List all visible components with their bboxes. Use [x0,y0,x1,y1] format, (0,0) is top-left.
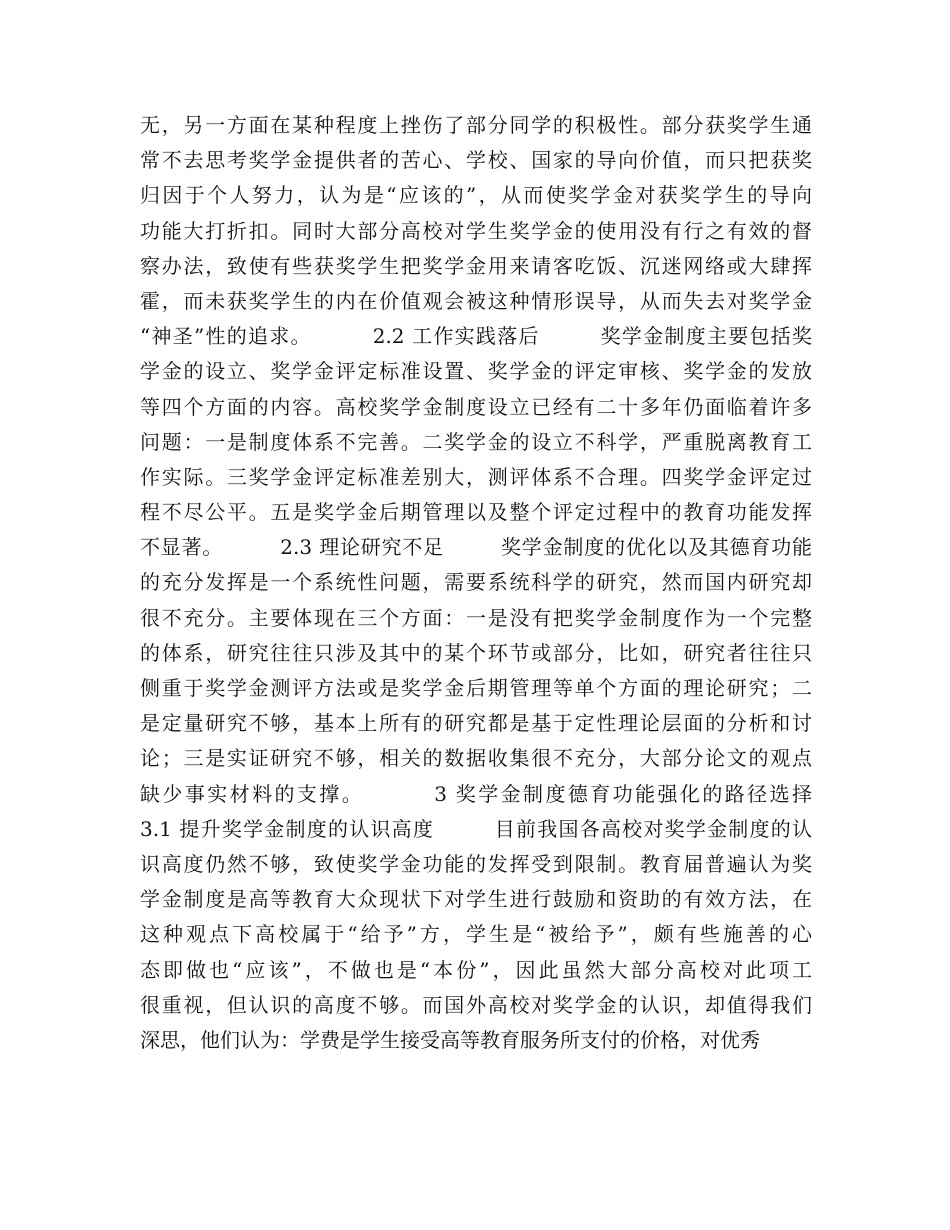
text-line: 无，另一方面在某种程度上挫伤了部分同学的积极性。部分获奖学生通 [140,113,812,137]
text-line: 论；三是实证研究不够，相关的数据收集很不充分，大部分论文的观点 [140,746,812,771]
text-line: 态即做也“应该”，不做也是“本份”，因此虽然大部分高校对此项工 [140,957,812,982]
text-line: 的充分发挥是一个系统性问题，需要系统科学的研究，然而国内研究却 [140,570,812,595]
text-line: 3.1 提升奖学金制度的认识高度 目前我国各高校对奖学金制度的认 [140,816,812,841]
text-line: 等四个方面的内容。高校奖学金制度设立已经有二十多年仍面临着许多 [140,394,812,419]
text-line: 深思，他们认为：学费是学生接受高等教育服务所支付的价格，对优秀 [140,1027,760,1052]
text-line: 侧重于奖学金测评方法或是奖学金后期管理等单个方面的理论研究；二 [140,676,812,700]
text-line: 不显著。 2.3 理论研究不足 奖学金制度的优化以及其德育功能 [140,535,812,560]
text-line: 作实际。三奖学金评定标准差别大，测评体系不合理。四奖学金评定过 [140,464,812,489]
text-line: 的体系，研究往往只涉及其中的某个环节或部分，比如，研究者往往只 [140,640,812,665]
text-line: 识高度仍然不够，致使奖学金功能的发挥受到限制。教育届普遍认为奖 [140,851,812,876]
text-line: “神圣”性的追求。 2.2 工作实践落后 奖学金制度主要包括奖 [140,324,812,349]
text-line: 常不去思考奖学金提供者的苦心、学校、国家的导向价值，而只把获奖 [140,148,812,173]
text-line: 察办法，致使有些获奖学生把奖学金用来请客吃饭、沉迷网络或大肆挥 [140,253,812,278]
text-line: 很不充分。主要体现在三个方面：一是没有把奖学金制度作为一个完整 [140,605,812,630]
body-text [140,108,812,1058]
text-line: 功能大打折扣。同时大部分高校对学生奖学金的使用没有行之有效的督 [140,218,812,243]
text-line: 霍，而未获奖学生的内在价值观会被这种情形误导，从而失去对奖学金 [140,288,812,313]
text-line: 很重视，但认识的高度不够。而国外高校对奖学金的认识，却值得我们 [140,992,812,1017]
text-line: 归因于个人努力，认为是“应该的”，从而使奖学金对获奖学生的导向 [140,183,812,208]
text-line: 是定量研究不够，基本上所有的研究都是基于定性理论层面的分析和讨 [140,711,812,736]
text-line: 学金的设立、奖学金评定标准设置、奖学金的评定审核、奖学金的发放 [140,359,812,384]
text-line: 程不尽公平。五是奖学金后期管理以及整个评定过程中的教育功能发挥 [140,500,812,525]
text-line: 缺少事实材料的支撑。 3 奖学金制度德育功能强化的路径选择 [140,781,812,806]
text-line: 问题：一是制度体系不完善。二奖学金的设立不科学，严重脱离教育工 [140,429,812,454]
text-line: 学金制度是高等教育大众现状下对学生进行鼓励和资助的有效方法，在 [140,887,812,912]
text-line: 这种观点下高校属于“给予”方，学生是“被给予”，颇有些施善的心 [140,922,812,947]
